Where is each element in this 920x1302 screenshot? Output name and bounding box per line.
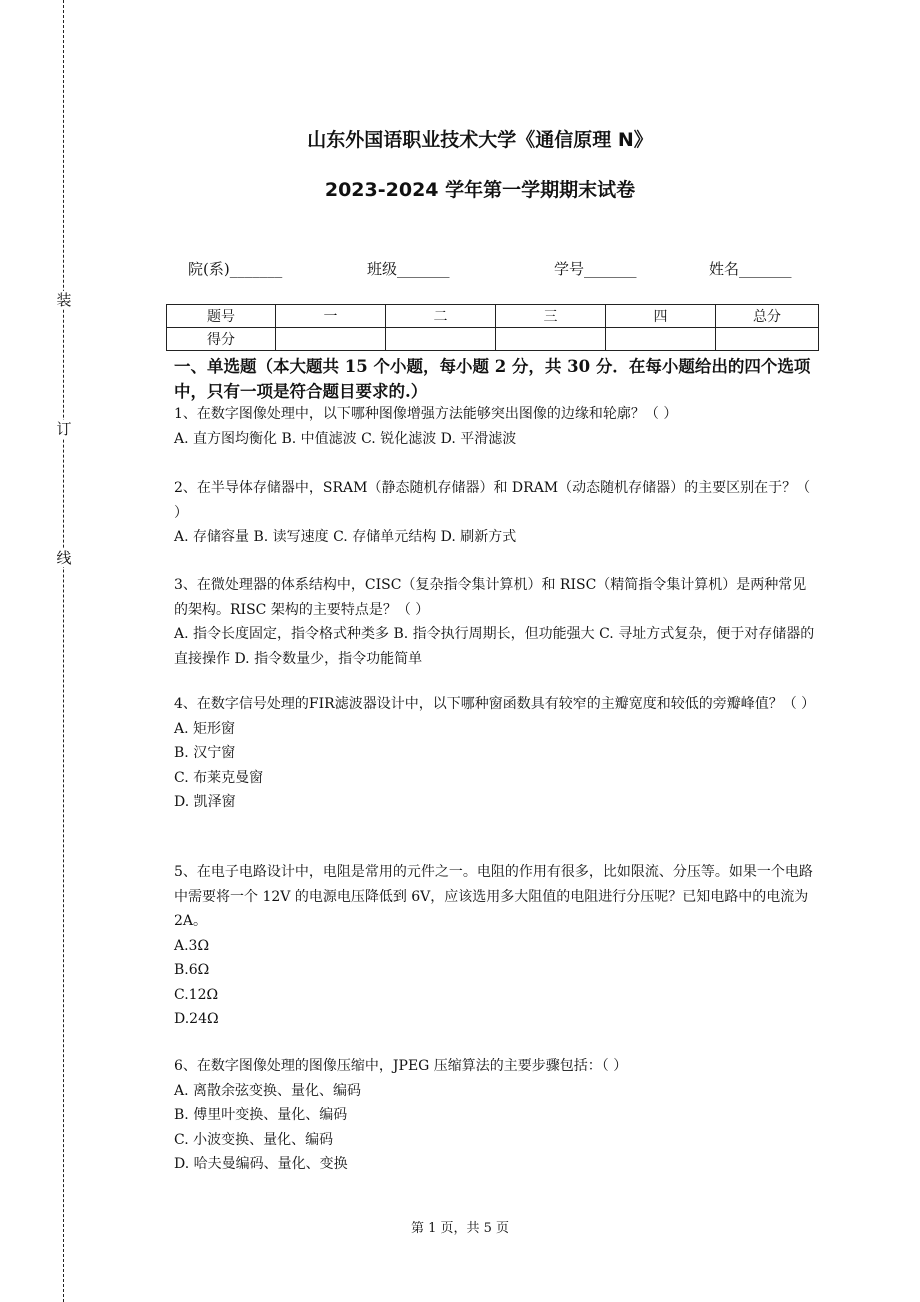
name-field: 姓名_______	[709, 260, 792, 278]
table-cell: 一	[276, 305, 386, 328]
student-id-field: 学号_______	[554, 260, 637, 278]
table-cell: 总分	[716, 305, 819, 328]
question-6	[174, 1054, 820, 1177]
option-d: D. 凯泽窗	[174, 794, 236, 810]
table-cell	[386, 328, 496, 351]
option-a: A. 离散余弦变换、量化、编码	[174, 1082, 362, 1099]
question-stem: 5、在电子电路设计中，电阻是常用的元件之一。电阻的作用有很多，比如限流、分压等。如果一个电路中需要将一个 12V 的电源电压降低到 6V，应该选用多大阻值的电阻进行分压呢？已知电路中的电流为 2A。	[174, 864, 813, 929]
table-cell	[606, 328, 716, 351]
question-stem: 6、在数字图像处理的图像压缩中，JPEG 压缩算法的主要步骤包括：（ ）	[174, 1058, 628, 1074]
question-stem: 2、在半导体存储器中，SRAM（静态随机存储器）和 DRAM（动态随机存储器）的主要区别在于？（ ）	[174, 480, 811, 521]
question-options: A. 直方图均衡化 B. 中值滤波 C. 锐化滤波 D. 平滑滤波	[174, 430, 517, 447]
question-options: A. 指令长度固定，指令格式种类多 B. 指令执行周期长，但功能强大 C. 寻址方式复杂，便于对存储器的直接操作 D. 指令数量少，指令功能简单	[174, 626, 815, 667]
table-cell	[716, 328, 819, 351]
table-cell	[276, 328, 386, 351]
option-c: C. 布莱克曼窗	[174, 769, 264, 786]
option-b: B.6Ω	[174, 962, 210, 978]
option-d: D. 哈夫曼编码、量化、变换	[174, 1156, 348, 1172]
score-table-score-row	[167, 328, 819, 351]
question-1	[174, 402, 820, 451]
score-table	[166, 304, 819, 351]
option-c: C. 小波变换、量化、编码	[174, 1131, 334, 1148]
option-a: A.3Ω	[174, 937, 210, 954]
option-a: A. 矩形窗	[174, 720, 236, 737]
option-c: C.12Ω	[174, 986, 219, 1003]
question-5	[174, 860, 820, 1032]
question-options: A. 存储容量 B. 读写速度 C. 存储单元结构 D. 刷新方式	[174, 529, 517, 545]
exam-title: 山东外国语职业技术大学《通信原理 N》	[307, 129, 653, 151]
option-d: D.24Ω	[174, 1011, 219, 1027]
question-stem: 3、在微处理器的体系结构中，CISC（复杂指令集计算机）和 RISC（精简指令集计算机）是两种常见的架构。RISC 架构的主要特点是？（ ）	[174, 577, 807, 618]
page-number: 第 1 页，共 5 页	[410, 1221, 510, 1236]
class-field: 班级_______	[367, 260, 450, 278]
question-stem: 1、在数字图像处理中，以下哪种图像增强方法能够突出图像的边缘和轮廓？（ ）	[174, 406, 678, 422]
margin-char-xian: 线	[56, 549, 72, 567]
margin-char-zhuang: 装	[56, 291, 72, 309]
option-b: B. 汉宁窗	[174, 745, 236, 761]
question-2	[174, 476, 820, 550]
score-table-header-row	[167, 305, 819, 328]
option-b: B. 傅里叶变换、量化、编码	[174, 1107, 348, 1123]
dept-field: 院(系)_______	[188, 260, 283, 278]
table-cell: 题号	[167, 305, 276, 328]
table-cell: 二	[386, 305, 496, 328]
question-stem: 4、在数字信号处理的FIR滤波器设计中，以下哪种窗函数具有较窄的主瓣宽度和较低的旁瓣峰值？（ ）	[174, 696, 816, 712]
table-cell: 四	[606, 305, 716, 328]
question-4	[174, 692, 820, 815]
question-3	[174, 573, 820, 671]
margin-char-ding: 订	[56, 420, 72, 438]
table-cell	[496, 328, 606, 351]
section-heading: 一、单选题（本大题共 15 个小题，每小题 2 分，共 30 分．在每小题给出的四个选项中，只有一项是符合题目要求的.）	[174, 357, 811, 401]
exam-subtitle: 2023-2024 学年第一学期期末试卷	[324, 179, 636, 201]
table-cell: 三	[496, 305, 606, 328]
table-cell: 得分	[167, 328, 276, 351]
